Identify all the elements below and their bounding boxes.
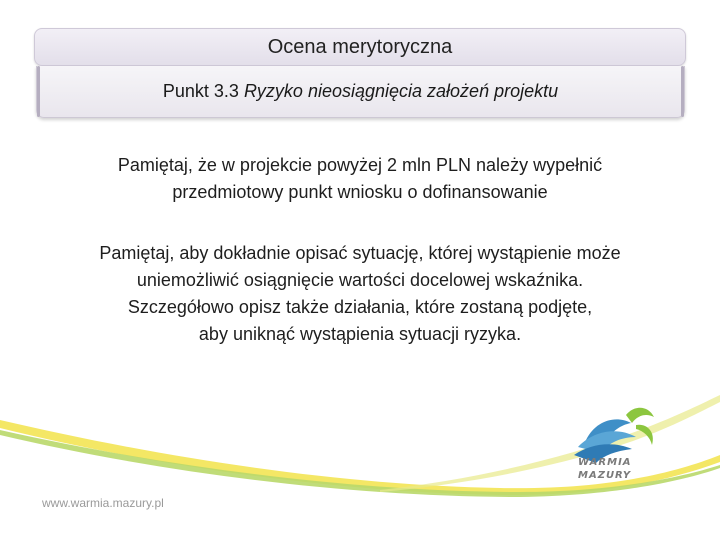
- paragraph-line: Pamiętaj, że w projekcie powyżej 2 mln PLN należy wypełnić: [117, 155, 603, 175]
- paragraph-line: aby uniknąć wystąpienia sytuacji ryzyka.: [198, 324, 522, 344]
- logo-line-1: WARMIA: [578, 457, 632, 468]
- subheader-accent-left: [37, 66, 40, 117]
- logo-line-2: MAZURY: [578, 470, 632, 481]
- slide-header: [34, 28, 686, 66]
- paragraph-line: Szczegółowo opisz także działania, które zostaną podjęte,: [127, 297, 593, 317]
- subheader-accent-right: [681, 66, 684, 117]
- section-subheader: [36, 66, 685, 118]
- footer-url: www.warmia.mazury.pl: [42, 496, 164, 510]
- paragraph-line: przedmiotowy punkt wniosku o dofinansowanie: [172, 182, 548, 202]
- subheader-italic-title: Ryzyko nieosiągnięcia założeń projektu: [243, 81, 559, 101]
- subheader-prefix: Punkt 3.3: [162, 81, 244, 101]
- paragraph-reminder-2: [20, 240, 700, 348]
- paragraph-line: Pamiętaj, aby dokładnie opisać sytuację, której wystąpienie może: [99, 243, 621, 263]
- logo-wordmark: [578, 456, 632, 482]
- subheader-text: [163, 81, 558, 102]
- paragraph-line: uniemożliwić osiągnięcie wartości docelowej wskaźnika.: [136, 270, 584, 290]
- paragraph-reminder-1: [20, 152, 700, 206]
- slide-title: Ocena merytoryczna: [267, 35, 453, 58]
